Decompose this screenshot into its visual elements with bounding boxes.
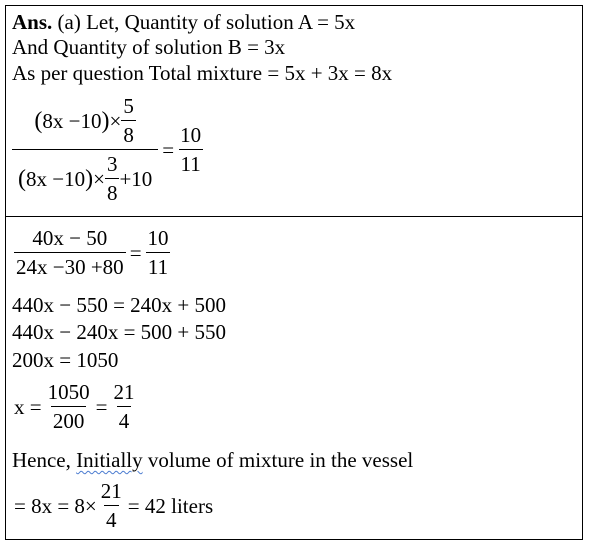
- step-1: 440x − 550 = 240x + 500: [12, 293, 227, 317]
- equation-1-rhs: $\frac{10}{11}$: [180, 123, 202, 176]
- answer-text-1: (a) Let, Quantity of solution A = 5x: [52, 10, 356, 34]
- fraction-5-8: $\frac{5}{8}$: [123, 94, 134, 147]
- hence-line: Hence, Initially volume of mixture in the vessel: [12, 448, 414, 472]
- equation-3: x = $\frac{1050}{200}$ = $\frac{21}{4}$: [14, 380, 135, 433]
- equation-1-lhs: ( 8x −10 ) × $\frac{5}{8}$ ( 8x −10 ) × $\frac{3}{8}$ +10: [12, 94, 158, 205]
- step-2: 440x − 240x = 500 + 550: [12, 320, 227, 344]
- equation-2: $\frac{40x - 50}{24x -30 +80}$ = $\frac{10}{11}$: [16, 226, 169, 279]
- final-equation: = 8x = 8× $\frac{21}{4}$ = 42 liters: [14, 479, 214, 532]
- equation-1: ( 8x −10 ) × $\frac{5}{8}$ ( 8x −10 ) × $\frac{3}{8}$ +10 = $\frac{10}{11}$: [12, 94, 203, 205]
- answer-label: Ans.: [12, 10, 53, 34]
- answer-line-2: And Quantity of solution B = 3x: [12, 35, 286, 59]
- fraction-3-8: $\frac{3}{8}$: [106, 152, 118, 205]
- answer-line-3: As per question Total mixture = 5x + 3x = 8x: [12, 61, 393, 85]
- solution-box: [5, 5, 583, 540]
- section-divider: [6, 216, 582, 217]
- answer-line-1: [12, 10, 355, 34]
- step-3: 200x = 1050: [12, 348, 119, 372]
- spellcheck-underline: Initially: [76, 448, 143, 472]
